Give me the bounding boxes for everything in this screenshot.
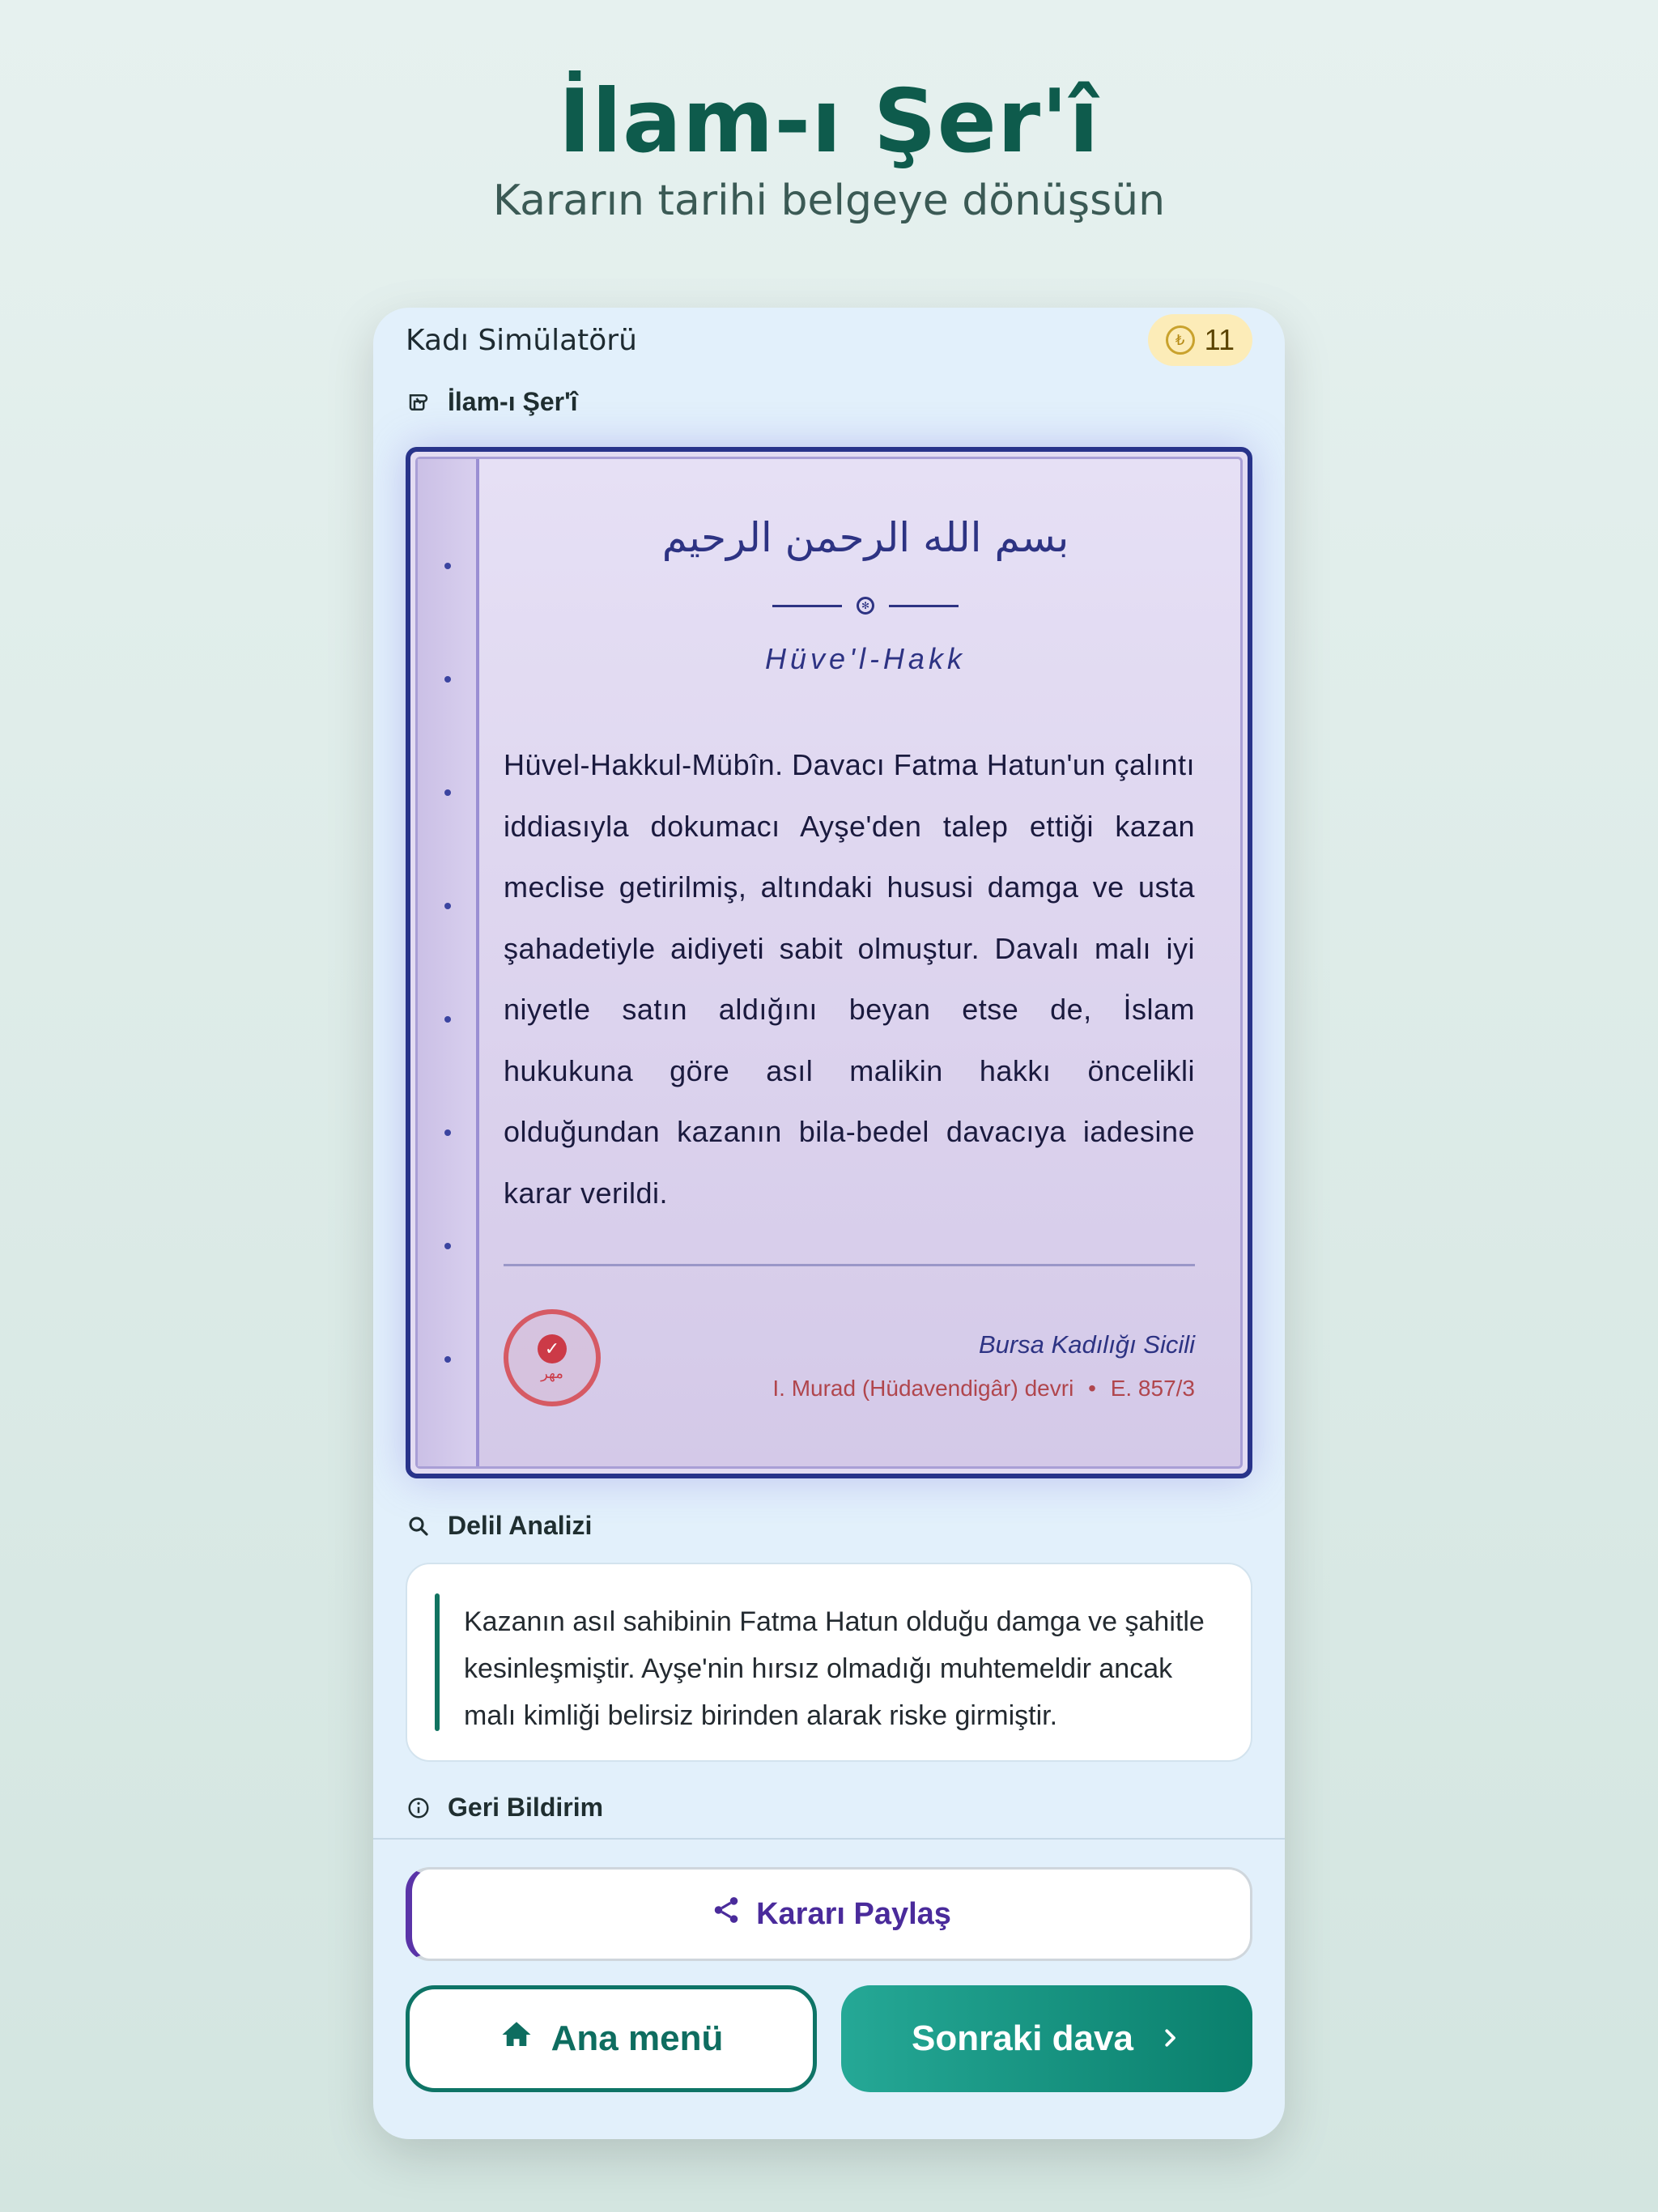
app-screen (373, 308, 1285, 2139)
analysis-accent-bar (435, 1593, 440, 1731)
share-button-label: Kararı Paylaş (756, 1896, 951, 1931)
ilam-document (406, 447, 1252, 1478)
huve-subheading: Hüve'l-Hakk (765, 642, 966, 675)
binding-dot (444, 789, 451, 796)
verdict-text: Hüvel-Hakkul-Mübîn. Davacı Fatma Hatun'un çalıntı iddiasıyla dokumacı Ayşe'den talep ettiği kazan meclise getirilmiş, altındaki hususi damga ve usta şahadetiyle aidiyeti sabit olmuştur. Davalı malı iyi niyetle satın aldığını beyan etse de, İslam hukukuna göre asıl malikin hakkı öncelikli olduğundan kazanın bila-bedel davacıya iadesine karar verildi. (504, 748, 1195, 1210)
binding-dot (444, 1243, 451, 1249)
analysis-text: Kazanın asıl sahibinin Fatma Hatun olduğu damga ve şahitle kesinleşmiştir. Ayşe'nin hırsız olmadığı muhtemeldir ancak malı kimliği belirsiz birinden alarak riske girmiştir. (464, 1606, 1205, 1731)
search-icon (406, 1513, 432, 1539)
seal-text: مهر (541, 1364, 563, 1381)
share-verdict-button[interactable] (406, 1867, 1252, 1961)
action-divider (373, 1838, 1285, 1840)
analysis-card (406, 1563, 1252, 1762)
app-title: Kadı Simülatörü (406, 324, 637, 357)
separator-dot: • (1088, 1376, 1096, 1401)
binding-dot (444, 676, 451, 683)
home-icon (500, 2018, 534, 2061)
analysis-section-title: Delil Analizi (448, 1511, 593, 1540)
next-case-label: Sonraki dava (912, 2018, 1133, 2058)
binding-dot (444, 903, 451, 909)
binding-dot (444, 1016, 451, 1023)
page-title: İlam-ı Şer'î (558, 71, 1100, 172)
document-rule (504, 1264, 1195, 1266)
coin-count: 11 (1204, 323, 1235, 356)
document-section-title: İlam-ı Şer'î (448, 387, 578, 416)
era-text: I. Murad (Hüdavendigâr) devri (772, 1376, 1074, 1401)
feedback-section-title: Geri Bildirim (448, 1793, 604, 1822)
coin-icon: ₺ (1166, 325, 1195, 355)
record-number: E. 857/3 (1110, 1376, 1195, 1401)
main-menu-label: Ana menü (551, 2018, 724, 2058)
registry-name: Bursa Kadılığı Sicili (978, 1330, 1195, 1359)
star-ornament-icon: ✻ (857, 597, 874, 615)
main-menu-button[interactable] (406, 1985, 817, 2092)
chevron-right-icon (1158, 2018, 1182, 2059)
next-case-button[interactable] (841, 1985, 1252, 2092)
info-icon (406, 1795, 432, 1821)
verified-seal-icon: ✓ (538, 1334, 567, 1363)
feedback-section-header (406, 1793, 603, 1823)
binding-dot (444, 1356, 451, 1363)
document-paper (415, 457, 1243, 1469)
basmala-heading: بسم الله الرحمن الرحيم (661, 514, 1069, 561)
binding-dot (444, 563, 451, 569)
page-subtitle: Kararın tarihi belgeye dönüşsün (492, 177, 1166, 225)
era-line (772, 1376, 1195, 1402)
share-icon (711, 1895, 742, 1933)
ornament-divider (491, 597, 1240, 615)
kadi-seal (504, 1309, 601, 1406)
document-binding (418, 459, 479, 1466)
coin-badge (1148, 314, 1252, 366)
binding-dot (444, 1129, 451, 1136)
document-section-header (406, 387, 578, 417)
scroll-icon (406, 389, 432, 415)
analysis-section-header (406, 1511, 592, 1541)
